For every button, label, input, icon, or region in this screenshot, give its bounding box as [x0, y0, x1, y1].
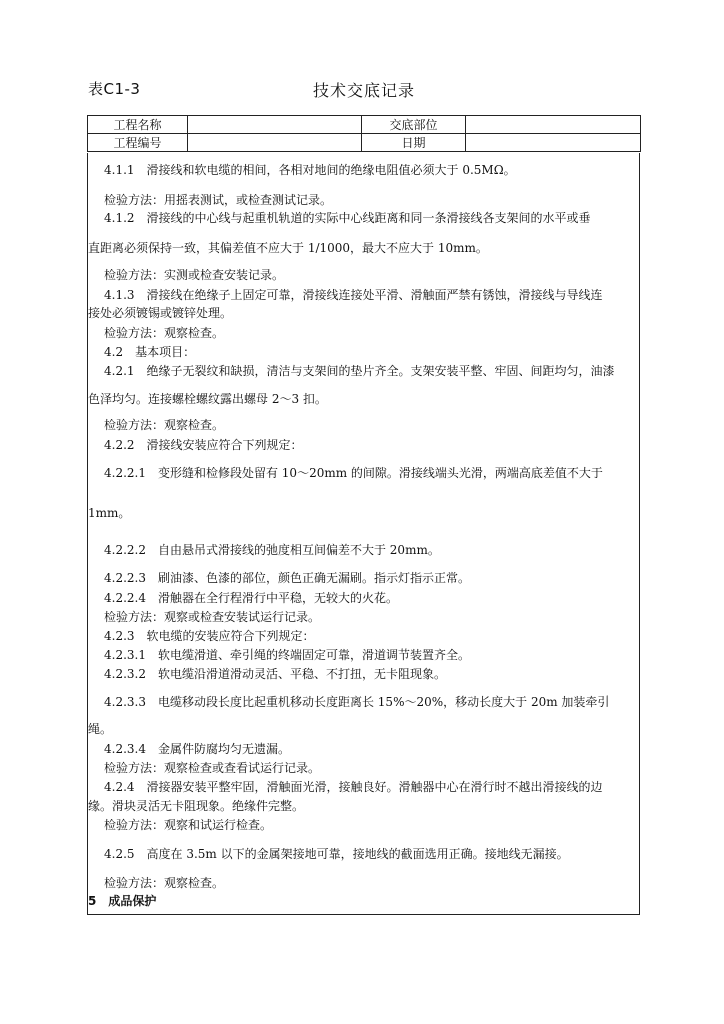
text-line: 4.2.2.1 变形缝和检修段处留有 10～20mm 的间隙。滑接线端头光滑，两端高底差值不大于 — [104, 466, 603, 480]
text-line: 4.2.2 滑接线安装应符合下列规定： — [104, 438, 303, 452]
text-line: 检验方法：观察或检查安装试运行记录。 — [104, 610, 321, 624]
text-line: 4.1.1 滑接线和软电缆的相间，各相对地间的绝缘电阻值必须大于 0.5MΩ。 — [104, 163, 516, 177]
text-line: 4.2.3 软电缆的安装应符合下列规定： — [104, 629, 315, 643]
text-line: 4.2.2.2 自由悬吊式滑接线的弛度相互间偏差不大于 20mm。 — [104, 543, 440, 557]
text-line: 4.2 基本项目： — [104, 345, 196, 359]
table-row — [88, 116, 641, 134]
text-line: 检验方法：观察检查。 — [104, 876, 225, 890]
project-name-label: 工程名称 — [88, 116, 188, 134]
text-line: 4.2.3.2 软电缆沿滑道滑动灵活、平稳、不打扭，无卡阻现象。 — [104, 667, 446, 681]
project-name-value — [188, 116, 362, 134]
text-line: 绳。 — [88, 722, 113, 736]
text-line: 缘。滑块灵活无卡阻现象。绝缘件完整。 — [88, 799, 305, 813]
text-line: 4.2.1 绝缘子无裂纹和缺损，清洁与支架间的垫片齐全。支架安装平整、牢固、间距均匀，油漆 — [104, 364, 615, 378]
text-line: 直距离必须保持一致，其偏差值不应大于 1/1000，最大不应大于 10mm。 — [88, 241, 488, 255]
date-value — [466, 134, 641, 152]
project-info-table — [87, 115, 641, 152]
text-line: 1mm。 — [88, 506, 131, 520]
text-line: 4.2.2.4 滑触器在全行程滑行中平稳，无较大的火花。 — [104, 591, 398, 605]
text-line: 4.2.2.3 刷油漆、色漆的部位，颜色正确无漏刷。指示灯指示正常。 — [104, 571, 470, 585]
date-label: 日期 — [362, 134, 466, 152]
text-line: 检验方法：观察检查或查看试运行记录。 — [104, 761, 321, 775]
text-line: 检验方法：观察检查。 — [104, 326, 225, 340]
section-heading: 5 成品保护 — [88, 894, 157, 908]
text-line: 4.1.3 滑接线在绝缘子上固定可靠，滑接线连接处平滑、滑触面严禁有锈蚀，滑接线与导线连 — [104, 288, 603, 302]
text-line: 4.2.3.4 金属件防腐均匀无遗漏。 — [104, 742, 290, 756]
project-no-label: 工程编号 — [88, 134, 188, 152]
text-line: 色泽均匀。连接螺栓螺纹露出螺母 2～3 扣。 — [88, 392, 327, 406]
text-line: 检验方法：观察和试运行检查。 — [104, 818, 273, 832]
handover-part-label: 交底部位 — [362, 116, 466, 134]
text-line: 检验方法：实测或检查安装记录。 — [104, 268, 285, 282]
form-number: 表C1-3 — [88, 80, 141, 98]
text-line: 4.2.3.1 软电缆滑道、牵引绳的终端固定可靠，滑道调节装置齐全。 — [104, 648, 470, 662]
text-line: 4.2.5 高度在 3.5m 以下的金属架接地可靠，接地线的截面选用正确。接地线无漏接。 — [104, 847, 569, 861]
text-line: 检验方法：用摇表测试，或检查测试记录。 — [104, 193, 333, 207]
handover-part-value — [466, 116, 641, 134]
text-line: 检验方法：观察检查。 — [104, 418, 225, 432]
text-line: 4.2.4 滑接器安装平整牢固，滑触面光滑，接触良好。滑触器中心在滑行时不越出滑接线的边 — [104, 780, 603, 794]
text-line: 4.2.3.3 电缆移动段长度比起重机移动长度距离长 15%～20%，移动长度大于 20m 加装牵引 — [104, 695, 610, 709]
document-title: 技术交底记录 — [312, 81, 415, 100]
text-line: 接处必须镀锡或镀锌处理。 — [88, 306, 233, 320]
handover-content — [87, 153, 640, 915]
text-line: 4.1.2 滑接线的中心线与起重机轨道的实际中心线距离和同一条滑接线各支架间的水平或垂 — [104, 211, 591, 225]
document-header — [88, 78, 640, 102]
table-row — [88, 134, 641, 152]
project-no-value — [188, 134, 362, 152]
